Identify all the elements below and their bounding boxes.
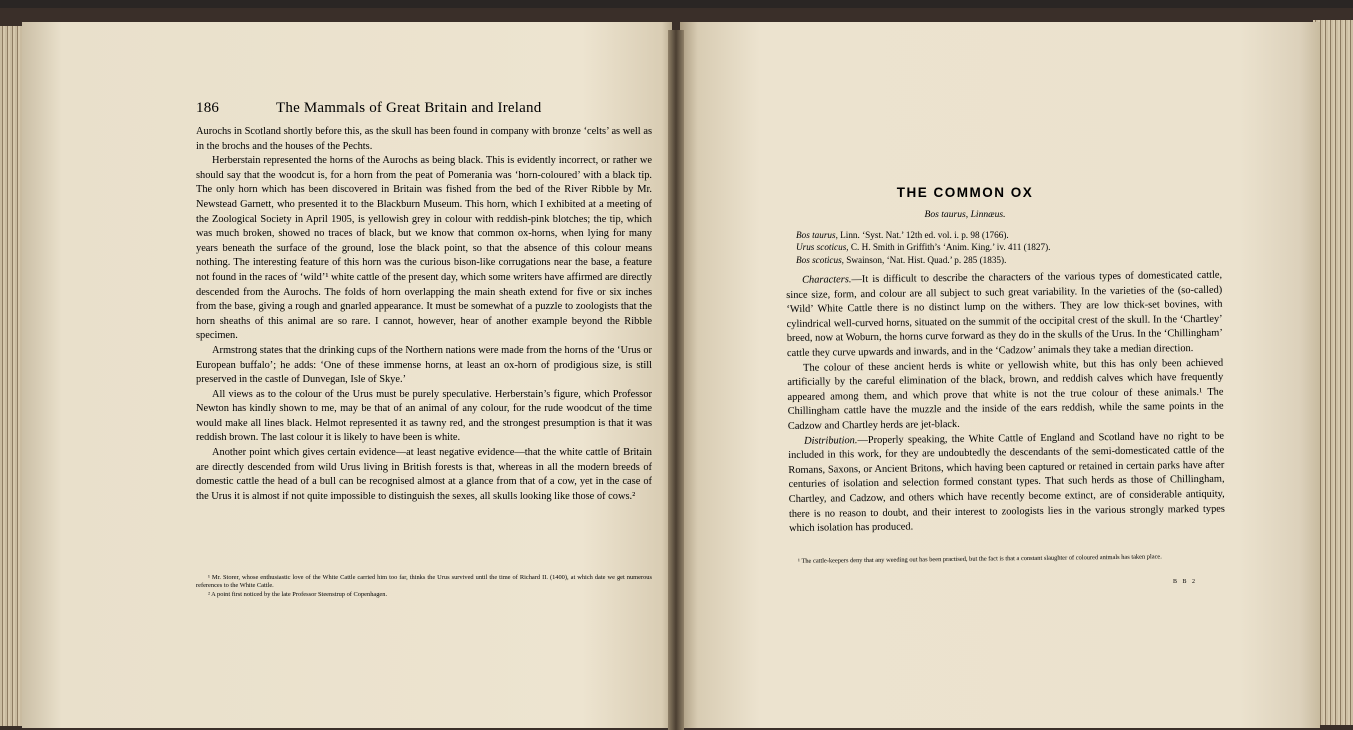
- species-subtitle: [755, 209, 1175, 220]
- book-gutter: [668, 30, 684, 730]
- subtitle-text: Bos taurus, Linnæus.: [924, 209, 1006, 220]
- paragraph: All views as to the colour of the Urus must be purely speculative. Herberstain’s figure, which Professor Newton has kindly shown to me, may be that of an animal of any colour, for the rude woodcut of the time would make all lines black. Helmot represented it as tawny red, and the strongest presumption is that it was reddish brown. The last colour it is likely to have been is white.: [196, 388, 652, 444]
- characters-paragraph: [786, 269, 1223, 362]
- synonym-item: [796, 254, 1216, 266]
- left-footnotes: [196, 574, 652, 599]
- paragraph: Another point which gives certain evidence—at least negative evidence—that the white cattle of Britain are directly descended from wild Urus living in British forests is that, whereas in all the modern breeds of domestic cattle the head of a bull can be recognised almost at a glance from that of a cow, yet in the case of the Urus it is almost if not quite impossible to distinguish the sexes, all skulls looking like those of cows.²: [196, 447, 652, 502]
- running-head: [196, 100, 656, 117]
- synonym-ref: C. H. Smith in Griffith’s ‘Anim. King.’ iv. 411 (1827).: [850, 242, 1051, 253]
- synonym-name: Urus scoticus,: [796, 242, 849, 253]
- synonym-list: [796, 229, 1216, 266]
- synonym-ref: Linn. ‘Syst. Nat.’ 12th ed. vol. i. p. 98 (1766).: [840, 230, 1009, 240]
- synonym-ref: Swainson, ‘Nat. Hist. Quad.’ p. 285 (1835).: [846, 254, 1007, 265]
- right-page-body: [786, 269, 1225, 537]
- signature-mark: B B 2: [1173, 579, 1198, 585]
- synonym-name: Bos scoticus,: [796, 254, 844, 265]
- footnote: ² A point first noticed by the late Professor Steenstrup of Copenhagen.: [208, 590, 388, 598]
- characters-heading: Characters.: [802, 274, 852, 286]
- characters-text: —It is difficult to describe the characters of the various types of domesticated cattle, since size, form, and colour are all subject to such great variability. In the varieties of the (so-called) ‘Wild’ White Cattle there is no distinct lump on the withers. They are low thick-set bovines, with cylindrical well-curved horns, situated on the summit of the occipital crest of the skull. In the ‘Chartley’ breed, now at Woburn, the horns curve forward as they do in the skulls of the Urus. In the ‘Chillingham’ cattle they curve upwards and inwards, and in the ‘Cadzow’ animals they take a median direction.: [786, 269, 1223, 359]
- synonym-item: [796, 229, 1216, 241]
- synonym-item: [796, 241, 1216, 253]
- footnote: ¹ Mr. Storer, whose enthusiastic love of the White Cattle carried him too far, thinks the Urus survived until the time of Richard II. (1400), at which date we get numerous references to the White Cattle.: [196, 574, 652, 590]
- footnote: ¹ The cattle-keepers deny that any weeding out has been practised, but the fact is that a constant slaughter of coloured animals has taken place.: [797, 553, 1162, 565]
- section-title: THE COMMON OX: [896, 185, 1034, 200]
- left-page-body: [196, 125, 652, 504]
- distribution-heading: Distribution.: [803, 434, 858, 447]
- paragraph: Herberstain represented the horns of the Aurochs as being black. This is evidently incorrect, or rather we should say that the woodcut is, for a horn from the peat of Pomerania was ‘horn-coloured’ with a black tip. The only horn which has been discovered in Britain was fished from the bed of the River Ribble by Mr. Newstead Garnett, who presented it to the Blackburn Museum. This horn, which I exhibited at a meeting of the Zoological Society in April 1905, is yellowish grey in colour with reddish-pink blotches; the tip, which was much broken, showed no traces of black, but we know that common ox-horns, when lying for many years beneath the surface of the ground, lose the black point, so that the absence of this colour means nothing. The interesting feature of this horn was the curious bison-like corrugations near the base, a feature not found in the races of ‘wild’¹ white cattle of the present day, which some writers have affirmed are directly descended from the Aurochs. The folds of horn overlapping the main sheath extend for five or six inches from the base, giving a rough and gnarled appearance. It must be somewhat of a puzzle to zoologists that the horn sheaths of this animal are so rare. I cannot, however, hear of another example beyond the Ribble specimen.: [196, 155, 652, 342]
- paragraph: Aurochs in Scotland shortly before this, as the skull has been found in company with bronze ‘celts’ as well as in the brochs and the houses of the Pechts.: [196, 126, 652, 152]
- colour-paragraph: The colour of these ancient herds is white or yellowish white, but this has only been achieved artificially by the careful elimination of the black, brown, and reddish calves which have frequently appeared among them, and which prove that white is not the true colour of these animals.¹ The Chillingham cattle have the muzzle and the inside of the ears reddish, while the same points in the Cadzow and Chartley herds are jet-black.: [787, 357, 1224, 432]
- synonym-name: Bos taurus,: [796, 230, 838, 240]
- distribution-paragraph: [788, 429, 1225, 536]
- paragraph: Armstrong states that the drinking cups of the Northern nations were made from the horns of the ‘Urus or European buffalo’; he adds: ‘One of these immense horns, at least an ox-horn of prodigious size, is still preserved in the castle of Dunvegan, Isle of Skye.’: [196, 344, 652, 386]
- page-number: 186: [196, 100, 220, 116]
- running-head-title: The Mammals of Great Britain and Ireland: [276, 100, 542, 116]
- distribution-text: —Properly speaking, the White Cattle of England and Scotland have no right to be included in this work, for they are undoubtedly the descendants of the semi-domesticated cattle of the Romans, Saxons, or Ancient Britons, which having been captured or retained in certain parks have after centuries of isolation and selection formed constant types. That such herds as those of Chillingham, Chartley, and Cadzow, and others which have recently become extinct, are of considerable antiquity, there is no reason to doubt, and their interest to zoologists lies in the various strongly marked types which isolation has produced.: [788, 430, 1225, 535]
